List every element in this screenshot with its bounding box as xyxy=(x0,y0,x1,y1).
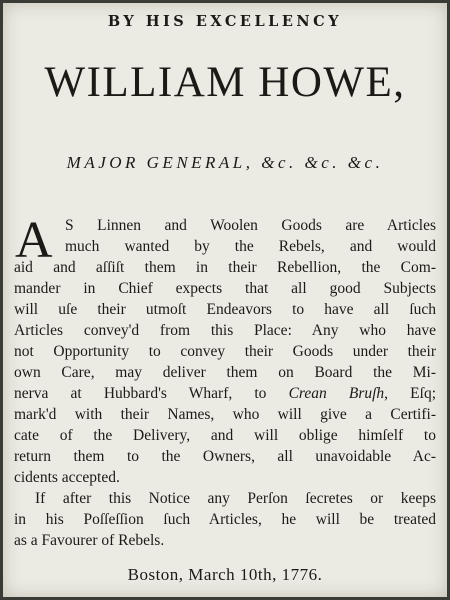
proclamation-line: own Care, may deliver them on Board the Mi- xyxy=(14,364,436,381)
proclamation-line: aid and aſſiſt them in their Rebellion, the Com- xyxy=(14,259,436,276)
issuer-rank: MAJOR GENERAL, &c. &c. &c. xyxy=(66,153,384,172)
proclamation-line: If after this Notice any Perſon ſecretes or keeps xyxy=(35,490,436,507)
proclamation-line: Articles convey'd from this Place: Any who have xyxy=(14,322,436,339)
proclamation-line: in his Poſſeſſion ſuch Articles, he will be treated xyxy=(14,511,436,528)
esquire-text: , Eſq; xyxy=(384,385,437,402)
proclamation-line: mander in Chief expects that all good Subjects xyxy=(14,280,436,297)
heading: BY HIS EXCELLENCY xyxy=(107,13,343,30)
proclamation-line: cidents accepted. xyxy=(14,469,120,486)
proclamation-line: will uſe their utmoſt Endeavors to have all ſuch xyxy=(14,301,436,318)
proclamation-line: not Opportunity to convey their Goods under their xyxy=(14,343,436,360)
proclamation-line: much wanted by the Rebels, and would xyxy=(65,238,436,255)
wharf-text: nerva at Hubbard's Wharf, to xyxy=(14,385,267,402)
proclamation-line: return them to the Owners, all unavoidable Ac- xyxy=(14,448,436,465)
proclamation-line xyxy=(14,383,436,404)
broadside-page xyxy=(3,3,447,597)
consignee-name: Crean Bruſh xyxy=(288,385,385,402)
proclamation-line: as a Favourer of Rebels. xyxy=(14,532,165,549)
place-and-date: Boston, March 10th, 1776. xyxy=(127,565,323,584)
drop-cap: A xyxy=(15,212,53,269)
proclamation-line: S Linnen and Woolen Goods are Articles xyxy=(65,217,436,234)
issuer-name: WILLIAM HOWE, xyxy=(44,59,406,106)
proclamation-line: mark'd with their Names, who will give a Certifi- xyxy=(14,406,436,423)
proclamation-line: cate of the Delivery, and will oblige himſelf to xyxy=(14,427,436,444)
